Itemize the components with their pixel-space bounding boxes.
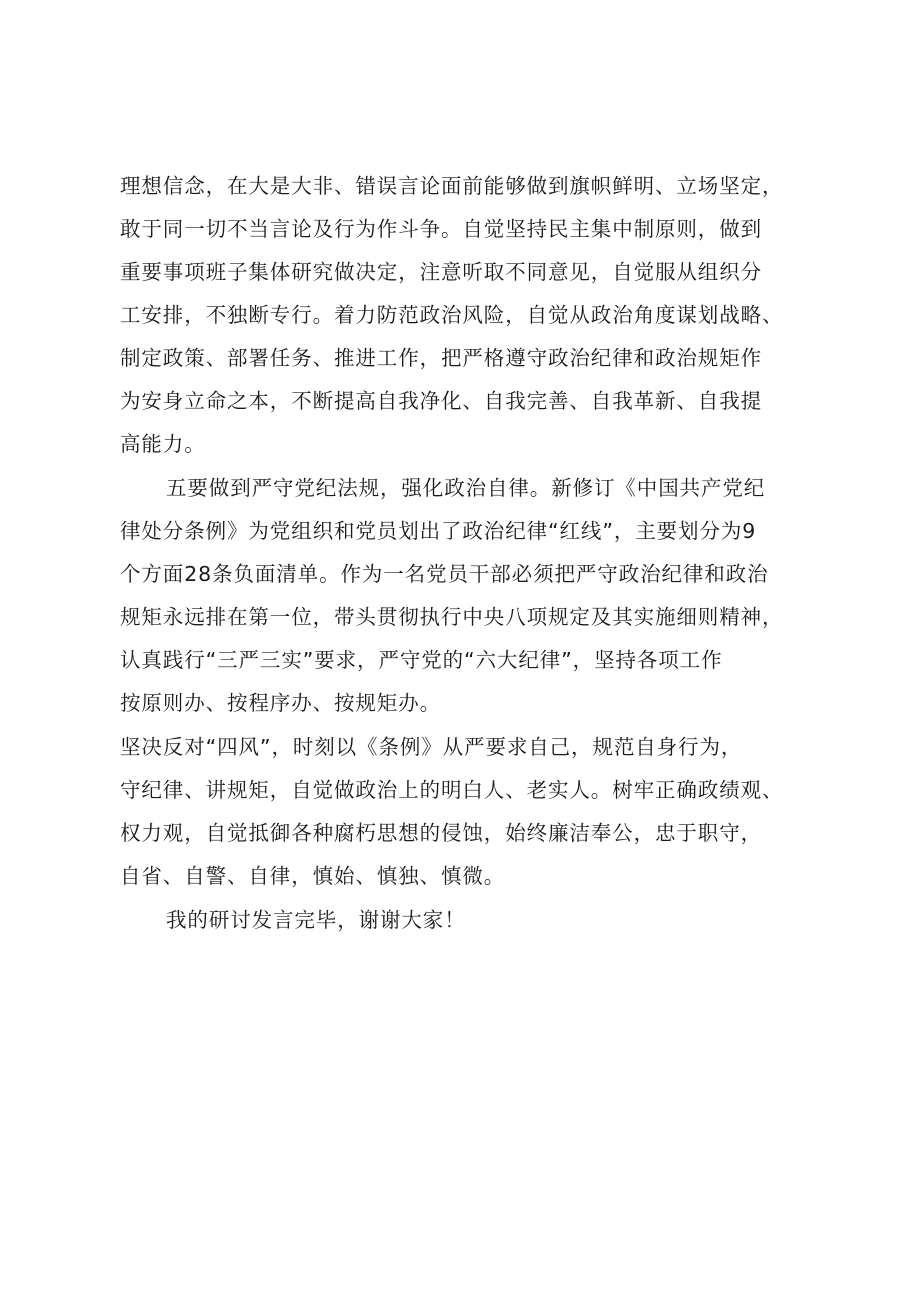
paragraph-line: 重要事项班子集体研究做决定，注意听取不同意见，自觉服从组织分 xyxy=(120,260,762,284)
paragraph-line: 为安身立命之本，不断提高自我净化、自我完善、自我革新、自我提 xyxy=(120,389,762,413)
paragraph-line: 规矩永远排在第一位，带头贯彻执行中央八项规定及其实施细则精神， xyxy=(120,605,784,629)
paragraph-line: 工安排，不独断专行。着力防范政治风险，自觉从政治角度谋划战略、 xyxy=(120,303,784,327)
paragraph-line: 个方面28条负面清单。作为一名党员干部必须把严守政治纪律和政治 xyxy=(120,562,769,586)
paragraph-line: 高能力。 xyxy=(120,432,206,456)
paragraph-line: 制定政策、部署任务、推进工作，把严格遵守政治纪律和政治规矩作 xyxy=(120,346,762,370)
paragraph-line: 敢于同一切不当言论及行为作斗争。自觉坚持民主集中制原则，做到 xyxy=(120,217,762,241)
paragraph-line: 权力观，自觉抵御各种腐朽思想的侵蚀，始终廉洁奉公，忠于职守， xyxy=(120,821,762,845)
paragraph-line: 律处分条例》为党组织和党员划出了政治纪律“红线”，主要划分为9 xyxy=(120,519,757,543)
paragraph-line: 认真践行“三严三实”要求，严守党的“六大纪律”，坚持各项工作 xyxy=(120,648,723,672)
paragraph-line: 自省、自警、自律，慎始、慎独、慎微。 xyxy=(120,864,506,888)
paragraph-line: 守纪律、讲规矩，自觉做政治上的明白人、老实人。树牢正确政绩观、 xyxy=(120,778,784,802)
closing-line: 我的研讨发言完毕，谢谢大家！ xyxy=(166,908,466,932)
paragraph-line: 按原则办、按程序办、按规矩办。 xyxy=(120,691,441,715)
paragraph-line: 五要做到严守党纪法规，强化政治自律。新修订《中国共产党纪 xyxy=(166,476,766,500)
paragraph-line: 坚决反对“四风”，时刻以《条例》从严要求自己，规范自身行为， xyxy=(120,735,743,759)
paragraph-line: 理想信念，在大是大非、错误言论面前能够做到旗帜鲜明、立场坚定， xyxy=(120,174,784,198)
